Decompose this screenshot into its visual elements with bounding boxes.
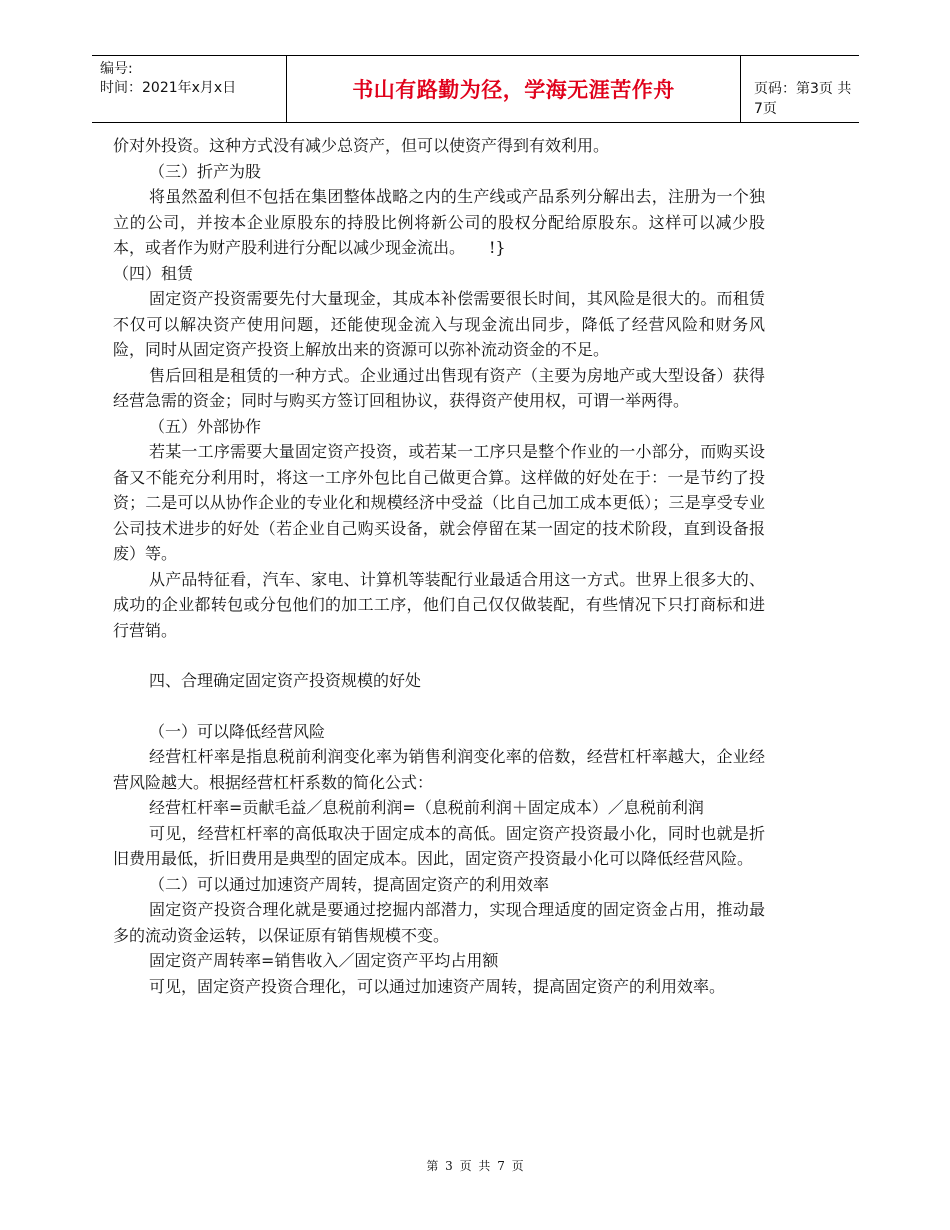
section-heading: （三）折产为股: [149, 161, 262, 181]
spacer: [113, 643, 765, 668]
page-header: [92, 55, 859, 123]
paragraph: 售后回租是租赁的一种方式。企业通过出售现有资产（主要为房地产或大型设备）获得经营急需的资金；同时与购买方签订回租协议，获得资产使用权，可谓一举两得。: [113, 365, 765, 410]
paragraph: 将虽然盈利但不包括在集团整体战略之内的生产线或产品系列分解出去，注册为一个独立的公司，并按本企业原股东的持股比例将新公司的股权分配给原股东。这样可以减少股本，或者作为财产股利进行分配以减少现金流出。 !}: [113, 187, 765, 257]
page-footer: 第 3 页 共 7 页: [426, 1159, 524, 1173]
paragraph: 固定资产投资需要先付大量现金，其成本补偿需要很长时间，其风险是很大的。而租赁不仅可以解决资产使用问题，还能使现金流入与现金流出同步，降低了经营风险和财务风险，同时从固定资产投资上解放出来的资源可以弥补流动资金的不足。: [113, 289, 765, 359]
header-motto: 书山有路勤为径，学海无涯苦作舟: [286, 56, 741, 122]
paragraph: 价对外投资。这种方式没有减少总资产，但可以使资产得到有效利用。: [113, 136, 610, 155]
paragraph: 可见，固定资产投资合理化，可以通过加速资产周转，提高固定资产的利用效率。: [149, 976, 726, 996]
section-heading: （一）可以降低经营风险: [149, 721, 326, 741]
paragraph: 可见，经营杠杆率的高低取决于固定成本的高低。固定资产投资最小化，同时也就是折旧费用最低，折旧费用是典型的固定成本。因此，固定资产投资最小化可以降低经营风险。: [113, 823, 765, 868]
formula: 固定资产周转率=销售收入／固定资产平均占用额: [149, 951, 499, 970]
section-heading: （五）外部协作: [149, 416, 262, 436]
header-page-info: 页码：第3页 共7页: [754, 81, 852, 117]
spacer: [113, 694, 765, 719]
serial-label: 编号:: [100, 61, 133, 77]
chapter-heading: 四、合理确定固定资产投资规模的好处: [149, 671, 422, 690]
formula: 经营杠杆率=贡献毛益／息税前利润=（息税前利润＋固定成本）／息税前利润: [149, 798, 704, 817]
paragraph: 从产品特征看，汽车、家电、计算机等装配行业最适合用这一方式。世界上很多大的、成功的企业都转包或分包他们的加工工序，他们自己仅仅做装配，有些情况下只打商标和进行营销。: [113, 569, 765, 640]
section-heading: （二）可以通过加速资产周转，提高固定资产的利用效率: [149, 874, 550, 894]
paragraph: 若某一工序需要大量固定资产投资，或若某一工序只是整个作业的一小部分，而购买设备又不能充分利用时，将这一工序外包比自己做更合算。这样做的好处在于：一是节约了投资；二是可以从协作企业的专业化和规模经济中受益（比自己加工成本更低）；三是享受专业公司技术进步的好处（若企业自己购买设备，就会停留在某一固定的技术阶段，直到设备报废）等。: [113, 442, 765, 563]
paragraph: 固定资产投资合理化就是要通过挖掘内部潜力，实现合理适度的固定资金占用，推动最多的流动资金运转，以保证原有销售规模不变。: [113, 900, 765, 945]
header-meta: [100, 60, 280, 98]
paragraph: 经营杠杆率是指息税前利润变化率为销售利润变化率的倍数，经营杠杆率越大，企业经营风险越大。根据经营杠杆系数的简化公式：: [113, 747, 765, 792]
date-label: 时间：2021年x月x日: [100, 80, 237, 96]
document-body: [113, 133, 765, 999]
section-heading: （四）租赁: [113, 263, 194, 283]
